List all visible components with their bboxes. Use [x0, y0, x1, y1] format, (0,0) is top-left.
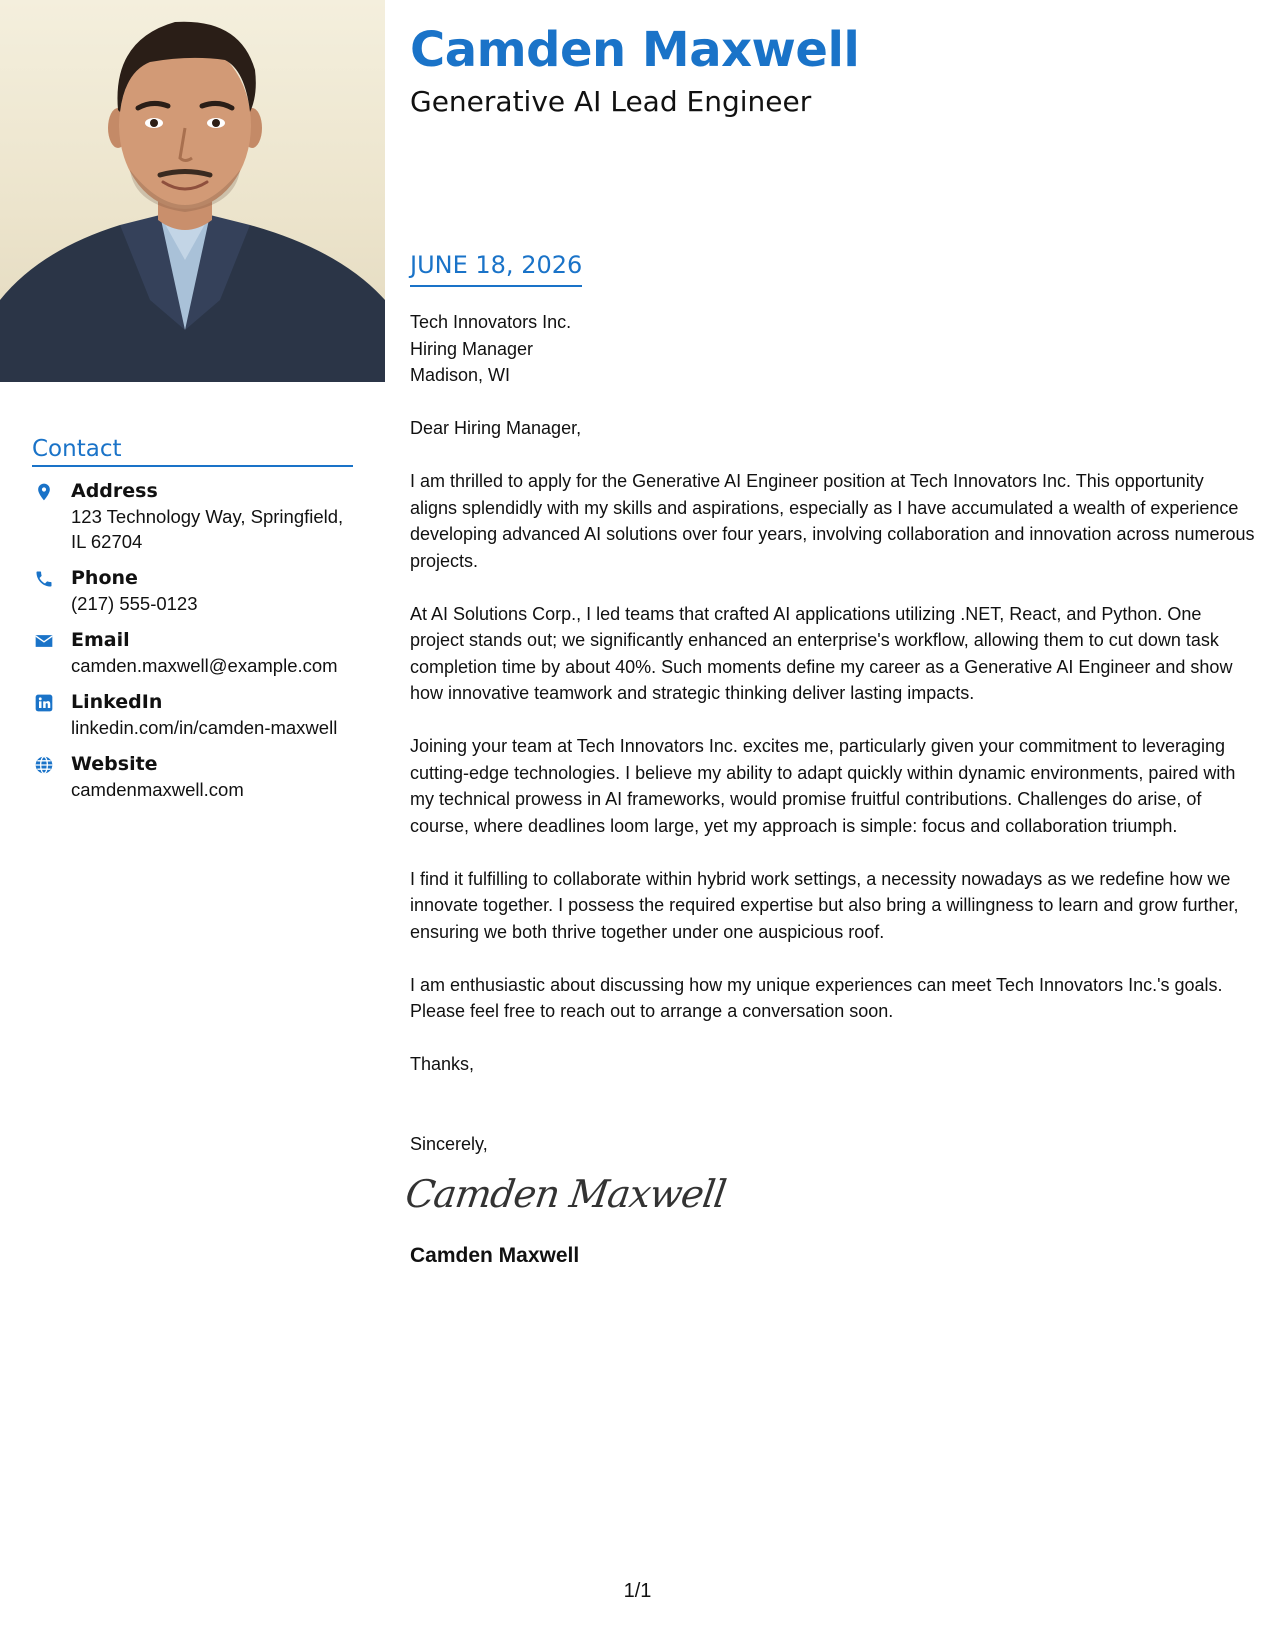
contact-label-linkedin: LinkedIn	[71, 691, 163, 713]
phone-icon	[34, 569, 54, 589]
letter-date: JUNE 18, 2026	[410, 251, 582, 287]
sign-off: Sincerely,	[410, 1133, 488, 1154]
page-number: 1/1	[623, 1580, 652, 1602]
svg-text:Camden Maxwell: Camden Maxwell	[402, 1173, 729, 1217]
salutation: Dear Hiring Manager,	[410, 418, 582, 438]
recipient-title: Hiring Manager	[410, 338, 534, 359]
paragraph-4: I find it fulfilling to collaborate within hybrid work settings, a necessity nowadays as we redefine how we innovate together. I possess the required expertise but also bring a willingness to learn and grow further, ensuring we both thrive together under one auspicious roof.	[410, 868, 1239, 942]
contact-label-address: Address	[71, 480, 158, 502]
paragraph-5: I am enthusiastic about discussing how my unique experiences can meet Tech Innovators Inc.'s goals. Please feel free to reach out to arrange a conversation soon.	[410, 974, 1223, 1021]
paragraph-2: At AI Solutions Corp., I led teams that crafted AI applications utilizing .NET, React, and Python. One project stands out; we significantly enhanced an enterprise's workflow, allowing them to cut down task completion time by about 40%. Such moments define my career as a Generative AI Engineer and show how innovative teamwork and strategic thinking deliver lasting impacts.	[410, 603, 1233, 703]
contact-item-linkedin	[32, 690, 353, 740]
contact-label-phone: Phone	[71, 567, 138, 589]
handwritten-signature	[402, 1165, 1255, 1225]
website-value[interactable]: camdenmaxwell.com	[71, 779, 244, 800]
job-title: Generative AI Lead Engineer	[410, 85, 812, 118]
applicant-name: Camden Maxwell	[410, 22, 860, 78]
recipient-block	[410, 309, 1255, 389]
contact-item-address	[32, 479, 353, 554]
paragraph-1: I am thrilled to apply for the Generative AI Engineer position at Tech Innovators Inc. This opportunity aligns splendidly with my skills and aspirations, especially as I have accumulated a wealth of experience developing advanced AI solutions over four years, involving collaboration and innovation across numerous projects.	[410, 471, 1255, 571]
contact-list	[32, 479, 353, 802]
contact-item-phone	[32, 566, 353, 616]
recipient-location: Madison, WI	[410, 365, 511, 385]
address-line-1: 123 Technology Way, Springfield,	[71, 506, 344, 527]
closing: Thanks,	[410, 1054, 475, 1074]
paragraph-3: Joining your team at Tech Innovators Inc. excites me, particularly given your commitment to leveraging cutting-edge technologies. I believe my ability to adapt quickly within dynamic environments, paired with my technical prowess in AI frameworks, would promise fruitful contributions. Challenges do arise, of course, where deadlines loom large, yet my approach is simple: focus and collaboration triumph.	[410, 736, 1236, 836]
contact-section	[32, 436, 353, 814]
email-value[interactable]: camden.maxwell@example.com	[71, 655, 338, 676]
contact-item-email	[32, 628, 353, 678]
contact-heading: Contact	[32, 436, 353, 467]
linkedin-value[interactable]: linkedin.com/in/camden-maxwell	[71, 717, 338, 738]
letter-body	[402, 309, 1255, 1270]
phone-value: (217) 555-0123	[71, 593, 198, 614]
profile-photo	[0, 0, 385, 382]
linkedin-icon	[34, 693, 54, 713]
globe-icon	[34, 755, 54, 775]
contact-label-email: Email	[71, 629, 130, 651]
email-icon	[34, 631, 54, 651]
contact-label-website: Website	[71, 753, 158, 775]
location-pin-icon	[34, 482, 54, 502]
recipient-company: Tech Innovators Inc.	[410, 312, 572, 332]
contact-item-website	[32, 752, 353, 802]
signed-name: Camden Maxwell	[410, 1244, 580, 1267]
address-line-2: IL 62704	[71, 531, 143, 552]
